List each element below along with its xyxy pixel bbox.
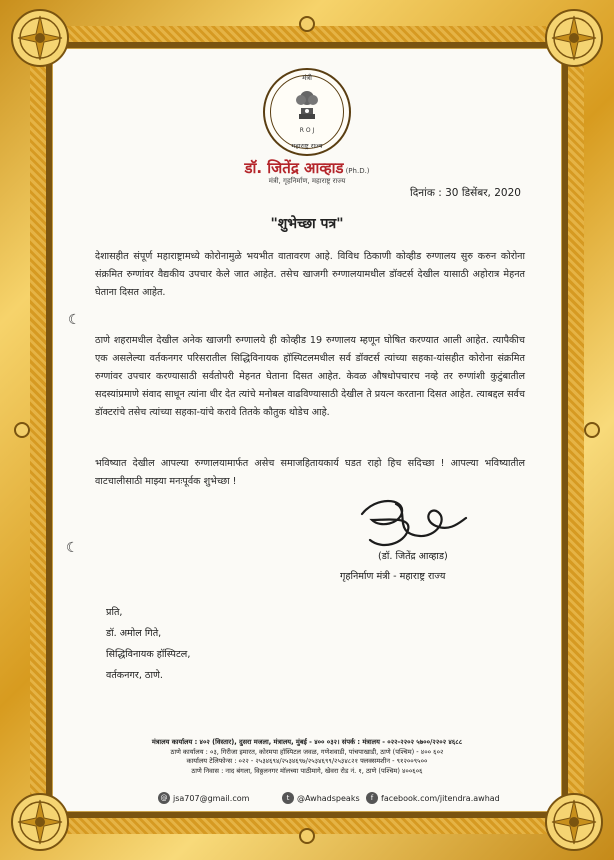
signatory-title: गृहनिर्माण मंत्री - महाराष्ट्र राज्य [340, 571, 446, 582]
footer-line: कार्यालय टेलिफोन्स : ०२२ - २५३४६९४/२५३४६९७/२५३४६९९/२५३४८२१ फ्लक्समशीन - ९१२००९५०० [186, 757, 428, 766]
emblem-top-text: मंत्री [302, 74, 312, 82]
recipient-line: सिद्धिविनायक हॉस्पिटल, [106, 649, 191, 660]
signatory-name: (डॉ. जितेंद्र आव्हाड) [378, 551, 448, 562]
footer-line: ठाणे कार्यालय : ०३, गिरीजा इमारत, कोरमपा हॉस्पिटल जवळ, गणेशवाडी, पांचपाखाडी, ठाणे (पश्चिम) - ४०० ६०२ [170, 747, 444, 756]
frame-ornament-icon [299, 828, 315, 844]
letter-subject: "शुभेच्छा पत्र" [270, 216, 344, 232]
state-emblem [263, 68, 351, 156]
frame-ornament-icon [299, 16, 315, 32]
corner-ornament-icon [542, 790, 606, 854]
footer-address [60, 738, 554, 776]
recipient-line: प्रति, [106, 607, 123, 618]
moon-mark-icon: ☾ [66, 540, 79, 556]
moon-mark-icon: ☾ [68, 312, 81, 328]
letter-date: दिनांक : 30 डिसेंबर, 2020 [410, 187, 521, 199]
emblem-bottom-text: महाराष्ट्र राज्य [291, 142, 323, 150]
lion-capital-icon [295, 84, 319, 124]
corner-ornament-icon [542, 6, 606, 70]
paragraph-1: देशासहीत संपूर्ण महाराष्ट्रामध्ये कोरोनामुळे भयभीत वातावरण आहे. विविध ठिकाणी कोव्हीड रुग्णालय सुरु करुन कोरोना संक्रमित रुग्णांवर वैद्यकीय उपचार केले जात आहेत. तसेच खाजगी रुग्णालयामधील डॉक्टर्स देखील यासाठी अहोरात्र मेहनत घेताना दिसत आहेत. [95, 251, 525, 298]
paragraph-2: ठाणे शहरामधील देखील अनेक खाजगी रुग्णालये ही कोव्हीड 19 रुग्णालय म्हणून घोषित करण्यात आली आहेत. त्यापैकीच एक असलेल्या वर्तकनगर परिसरातील सिद्धिविनायक हॉस्पिटलमधील सर्व डॉक्टर्स त्यांच्या सहका-यांसहीत कोरोना संक्रमित रुग्णांवर उपचार करण्यासाठी सर्वतोपरी मेहनत घेताना दिसत आहेत. केवळ औषधोपचारच नव्हे तर रुग्णांशी कुटुंबातील सदस्यांप्रमाणे संवाद साधून त्यांना धीर देत त्यांचे मनोबल वाढविण्यासाठी देखील ते प्रयत्न करताना दिसत आहेत. त्याबद्दल सर्वच डॉक्टरांचे तसेच त्यांच्या सहका-यांचे करावे तितके कौतुक थोडेच आहे. [95, 335, 525, 418]
corner-ornament-icon [8, 790, 72, 854]
footer-line: ठाणे निवास : नाद बंगला, विठ्ठलनगर मॉलच्या पाठीमागे, खेवरा रोड नं. १, ठाणे (पश्चिम) ४००६०६ [191, 766, 423, 775]
paragraph-3: भविष्यात देखील आपल्या रुग्णालयामार्फत असेच समाजहितायकार्य घडत राहो हिच सदिच्छा ! आपल्या भविष्यातील वाटचालीसाठी माझ्या मनःपूर्वक शुभेच्छा ! [95, 458, 525, 487]
frame-ornament-icon [584, 422, 600, 438]
frame-ornament-icon [14, 422, 30, 438]
designation: मंत्री, गृहनिर्माण, महाराष्ट्र राज्य [268, 177, 346, 185]
corner-ornament-icon [8, 6, 72, 70]
facebook-icon: f [366, 792, 378, 804]
recipient-line: डॉ. अमोल गिते, [106, 628, 162, 639]
recipient-line: वर्तकनगर, ठाणे. [106, 670, 163, 681]
minister-name [0, 158, 614, 178]
facebook-text: facebook.com/jitendra.awhad [381, 793, 500, 803]
email-icon: @ [158, 792, 170, 804]
email-contact[interactable] [158, 792, 249, 804]
emblem-roj-text: R O J [299, 127, 315, 134]
twitter-icon: t [282, 792, 294, 804]
twitter-text: @Awhadspeaks [297, 793, 360, 803]
footer-line: मंत्रालय कार्यालय : ४०२ (विस्तार), दुसरा मजला, मंत्रालय, मुंबई - ४०० ०३२। संपर्क : मंत्रालय - ०२२-२२०२ ५७००/२२०२ ४६८८ [151, 738, 463, 746]
minister-name-text: डॉ. जितेंद्र आव्हाड [244, 159, 344, 177]
phd-suffix: (Ph.D.) [345, 167, 370, 175]
twitter-contact[interactable] [282, 792, 360, 804]
facebook-contact[interactable] [366, 792, 500, 804]
email-text: jsa707@gmail.com [173, 793, 250, 803]
